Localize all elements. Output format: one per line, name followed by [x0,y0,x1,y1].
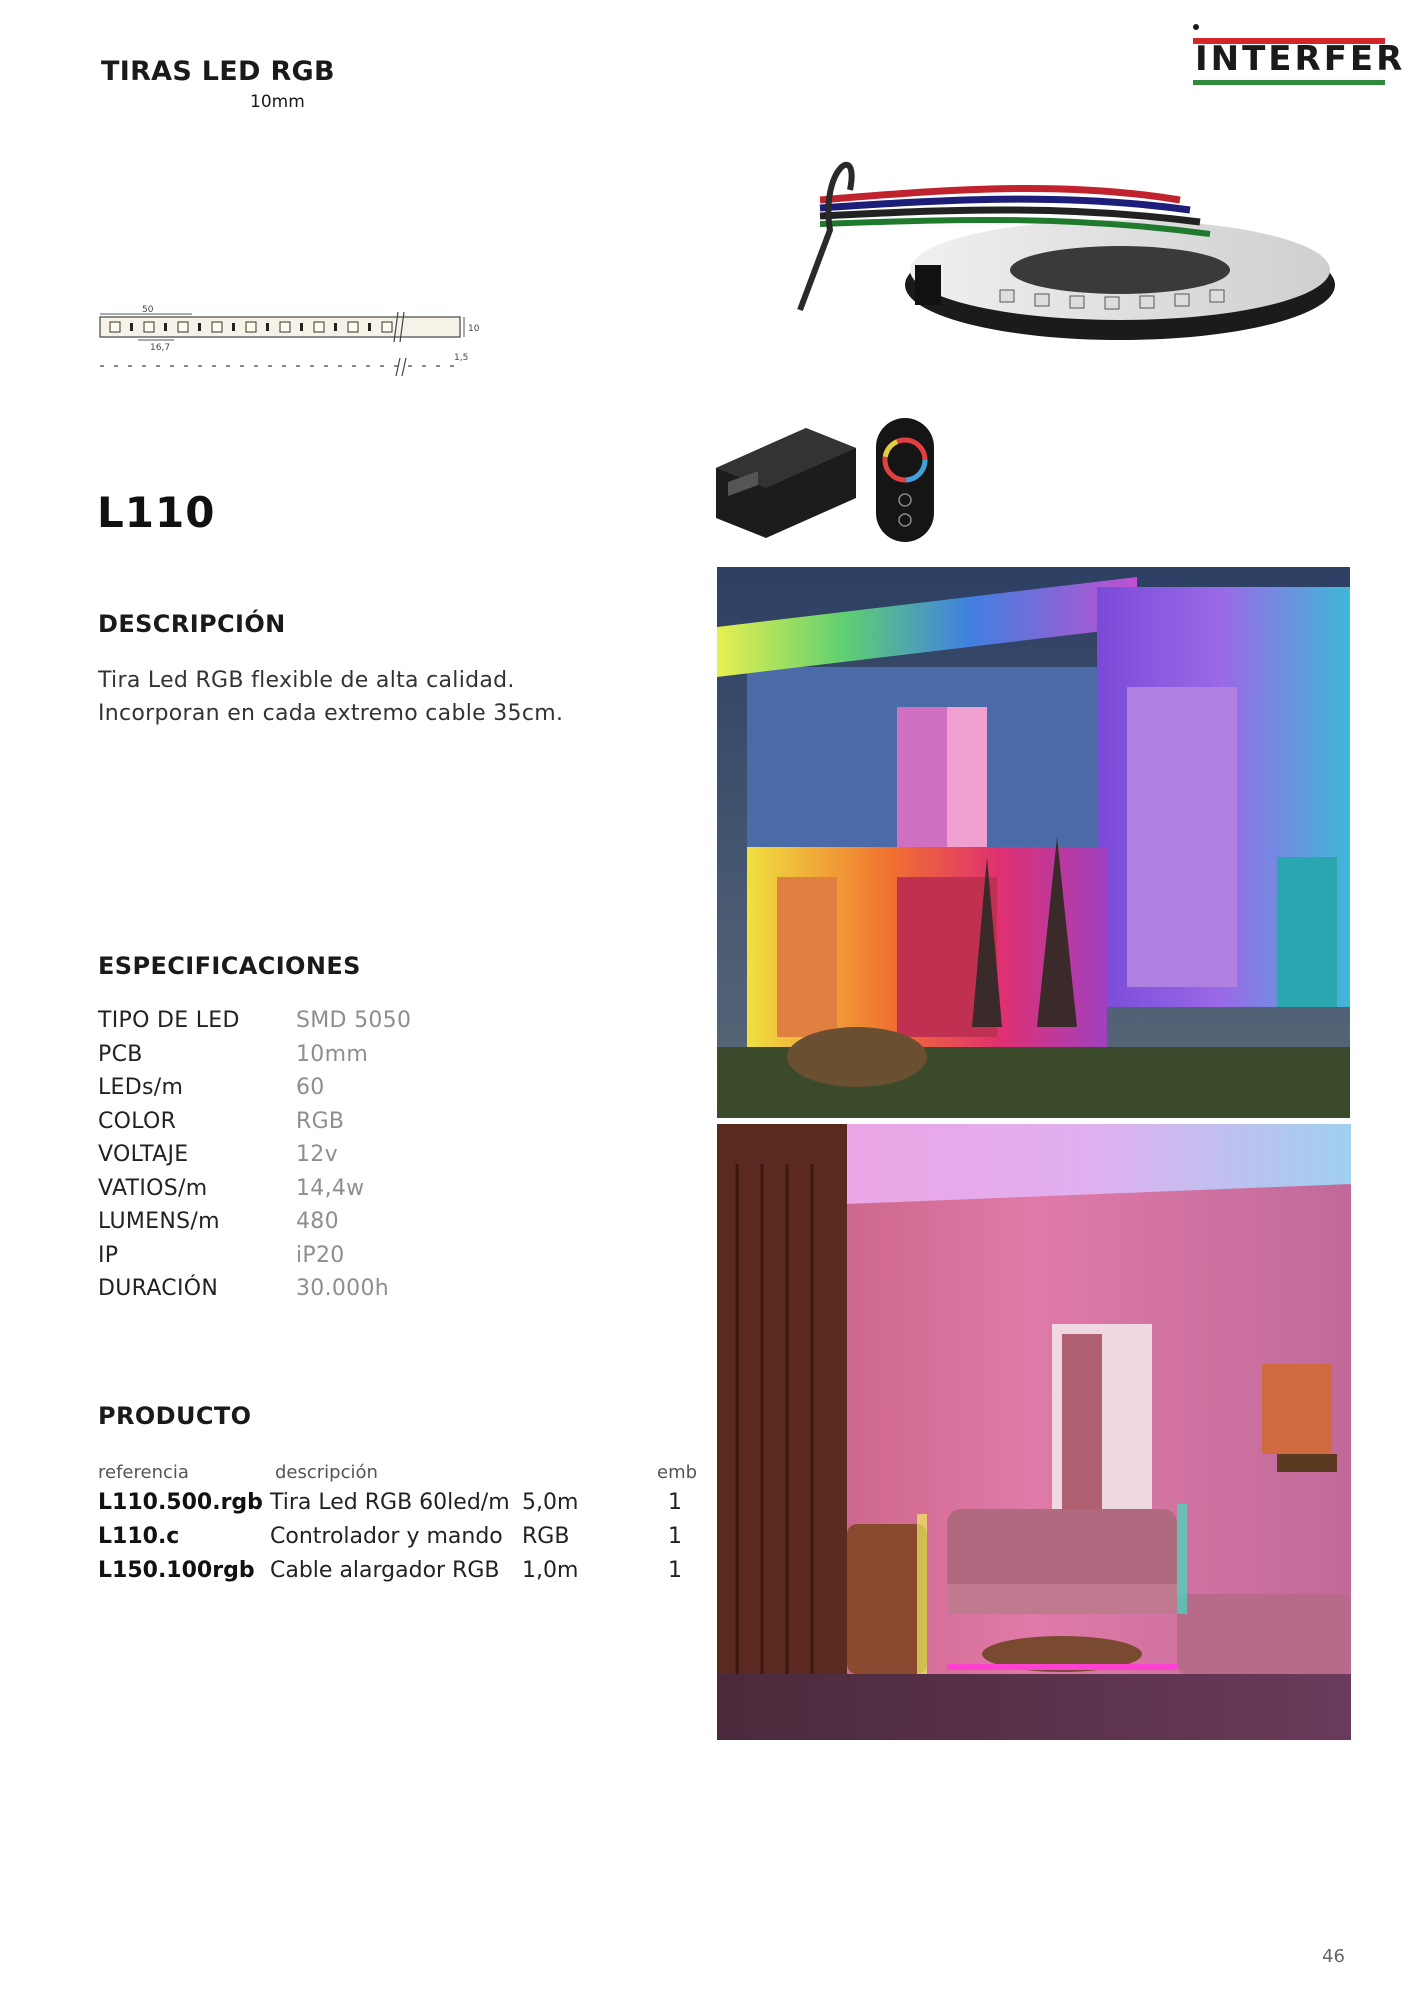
resistor [334,323,337,331]
spec-label: LEDs/m [98,1075,184,1100]
category-subtitle: 10mm [250,92,305,112]
spec-label: IP [98,1242,119,1268]
dim-spacing-label: 16,7 [150,343,171,353]
spec-value: iP20 [296,1242,345,1268]
product-pack-qty: 1 [668,1558,682,1583]
product-variant: 1,0m [522,1558,579,1583]
product-reference: L110.c [98,1524,180,1549]
product-pack-qty: 1 [668,1524,682,1549]
led-chip [110,322,120,332]
resistor [164,323,167,331]
product-variant: RGB [522,1524,570,1549]
spec-label: TIPO DE LED [98,1008,240,1033]
spec-value: 14,4w [296,1175,365,1201]
description-line-1: Tira Led RGB flexible de alta calidad. [98,668,515,693]
column-header-ref: referencia [98,1462,189,1483]
description-text [98,664,563,730]
spec-label: PCB [98,1041,143,1067]
interior-ambient-photo [717,1124,1351,1740]
led-chip [178,322,188,332]
product-reference: L150.100rgb [98,1558,255,1583]
led-chip [246,322,256,332]
led-chip [280,322,290,332]
product-description: Controlador y mando [270,1524,503,1549]
led-chip [314,322,324,332]
spec-value: RGB [296,1108,345,1134]
resistor [368,323,371,331]
resistor [198,323,201,331]
spec-value: SMD 5050 [296,1008,412,1033]
led-chip [144,322,154,332]
spec-label: LUMENS/m [98,1209,220,1234]
spec-value: 12v [296,1142,338,1167]
product-model: L110 [97,488,216,537]
led-chip [348,322,358,332]
description-heading: DESCRIPCIÓN [98,610,286,638]
led-reel-photo [760,130,1340,360]
logo-green-bar [1193,80,1385,85]
brand-logo [1193,24,1406,86]
led-chip [382,322,392,332]
spec-label: VOLTAJE [98,1142,189,1167]
product-heading: PRODUCTO [98,1402,252,1430]
brand-name: INTERFER [1195,39,1406,79]
strip-leds [110,322,392,332]
category-title: TIRAS LED RGB [101,56,335,87]
product-description: Cable alargador RGB [270,1558,500,1583]
spec-value: 10mm [296,1041,369,1067]
description-line-2: Incorporan en cada extremo cable 35cm. [98,701,564,726]
product-variant: 5,0m [522,1490,579,1515]
controller-remote-photo [706,408,946,548]
resistor [232,323,235,331]
dim-thickness-label: 1,5 [454,353,469,363]
spec-label: COLOR [98,1108,177,1134]
page-number: 46 [1322,1946,1345,1967]
product-pack-qty: 1 [668,1490,682,1515]
spec-value: 60 [296,1075,325,1100]
column-header-emb: emb [657,1462,698,1483]
column-header-desc: descripción [275,1462,378,1483]
spec-value: 480 [296,1209,339,1234]
resistor [266,323,269,331]
strip-dimension-diagram [98,300,488,390]
specs-heading: ESPECIFICACIONES [98,952,361,980]
logo-dot [1193,24,1199,30]
product-description: Tira Led RGB 60led/m [270,1490,510,1515]
profile-break-mark [396,358,406,376]
spec-value: 30.000h [296,1276,390,1301]
dim-width-label: 10 [468,324,480,334]
led-chip [212,322,222,332]
spec-label: DURACIÓN [98,1276,219,1301]
exterior-ambient-photo [717,567,1350,1118]
resistor [130,323,133,331]
dim-pitch-label: 50 [142,305,154,315]
spec-label: VATIOS/m [98,1175,208,1201]
resistor [300,323,303,331]
product-reference: L110.500.rgb [98,1490,263,1515]
